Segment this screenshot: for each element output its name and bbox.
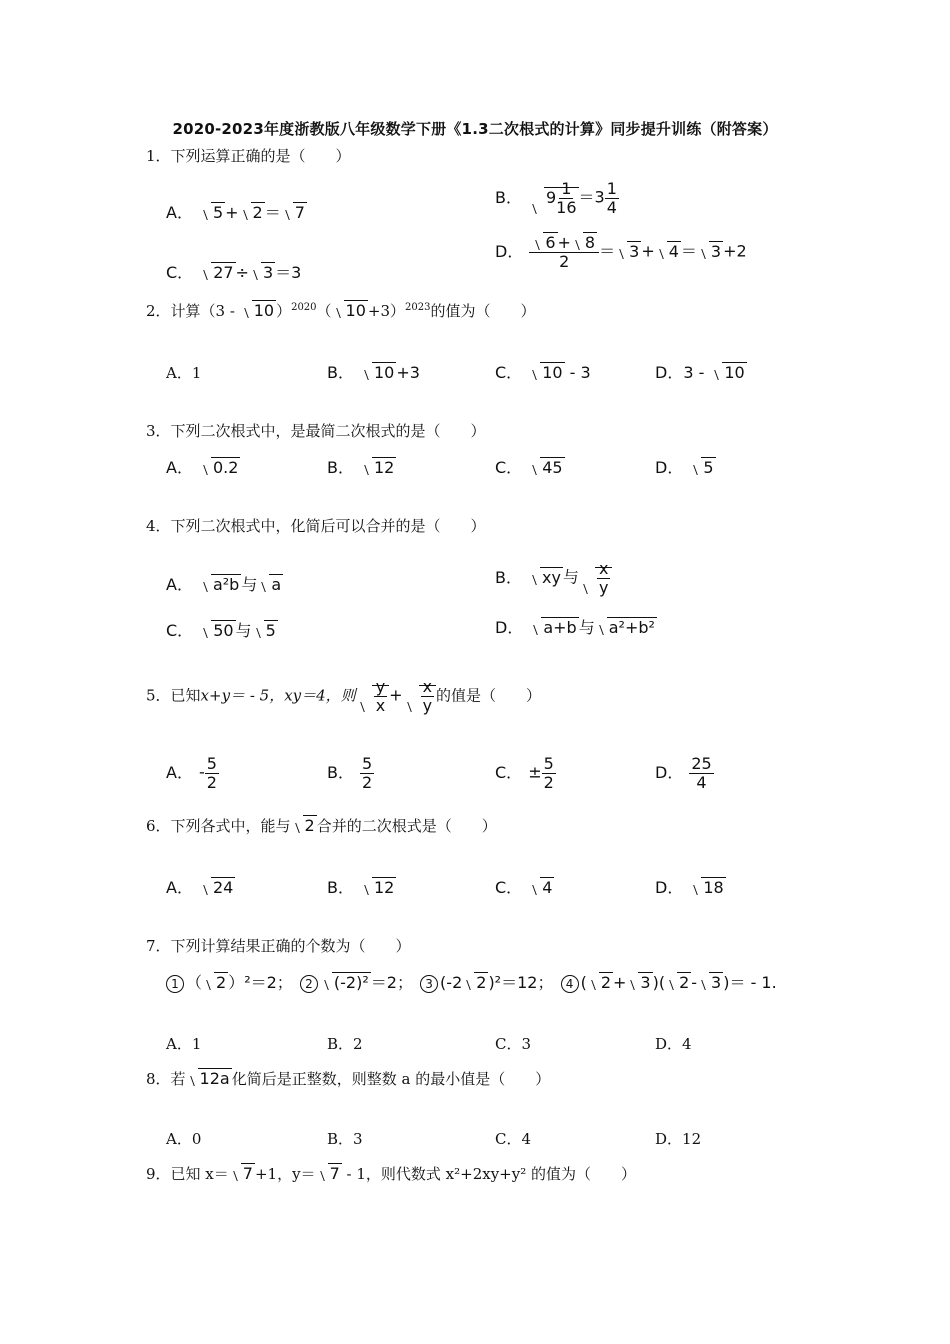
q1-option-a[interactable]: A． 5 + 2 ＝ 7	[166, 203, 305, 222]
q7-option-d[interactable]: D．4	[655, 1035, 692, 1053]
q6-option-d[interactable]: D． 18	[655, 878, 724, 897]
q4-option-c[interactable]: C． 50 与 5	[166, 621, 276, 640]
q2-option-a[interactable]: A．1	[166, 364, 202, 382]
q1-option-c[interactable]: C． 27 ÷ 3 ＝3	[166, 263, 302, 282]
q8-option-d[interactable]: D．12	[655, 1130, 702, 1148]
q6-option-a[interactable]: A． 24	[166, 878, 234, 897]
q5-option-c[interactable]: C． ± $\frac{5}{2}$	[495, 754, 554, 792]
q3-option-b[interactable]: B． 12	[327, 458, 395, 477]
question-1-stem: 1．下列运算正确的是（ ）	[146, 147, 351, 165]
q5-option-d[interactable]: D． $\frac{25}{4}$	[655, 754, 712, 792]
q7-option-a[interactable]: A．1	[166, 1035, 202, 1053]
q3-option-a[interactable]: A． 0.2	[166, 458, 239, 477]
q8-option-a[interactable]: A．0	[166, 1130, 202, 1148]
question-3-stem: 3．下列二次根式中，是最简二次根式的是（ ）	[146, 422, 486, 440]
q3-option-d[interactable]: D． 5	[655, 458, 714, 477]
q4-option-d[interactable]: D． a+b 与 a²+b²	[495, 618, 655, 637]
q5-option-b[interactable]: B． $\frac{5}{2}$	[327, 754, 373, 792]
q2-option-d[interactable]: D．3 -10	[655, 363, 745, 382]
question-2-stem: 2．计算（3 - 10 ）$^{2020}$（ 10 +3）$^{2023}$的值为（ ）	[146, 301, 536, 320]
question-6-stem: 6．下列各式中，能与 2 合并的二次根式是（ ）	[146, 816, 497, 835]
question-4-stem: 4．下列二次根式中，化简后可以合并的是（ ）	[146, 517, 486, 535]
q3-option-c[interactable]: C． 45	[495, 458, 563, 477]
q5-option-a[interactable]: A． - $\frac{5}{2}$	[166, 754, 217, 792]
q2-option-b[interactable]: B． 10 +3	[327, 363, 420, 382]
question-5-stem: 5．已知x+y＝ - 5，xy＝4，则 $\frac{y}{x}$ + $\frac{x}{y}$ 的值是（ ）	[146, 677, 542, 715]
question-8-stem: 8．若 12a 化简后是正整数，则整数 a 的最小值是（ ）	[146, 1069, 551, 1088]
q7-option-c[interactable]: C．3	[495, 1035, 532, 1053]
q4-option-a[interactable]: A． a²b 与 a	[166, 575, 282, 594]
q4-option-b[interactable]: B． xy 与 $\frac{x}{y}$	[495, 560, 612, 596]
question-7-stem: 7．下列计算结果正确的个数为（ ）	[146, 937, 411, 955]
question-9-stem: 9．已知 x＝ 7 +1，y＝ 7 - 1，则代数式 x²+2xy+y² 的值为（ ）	[146, 1164, 637, 1183]
q1-option-b[interactable]: B． 9 $\frac{1}{16}$ ＝3 $\frac{1}{4}$	[495, 179, 617, 217]
page-title: 2020-2023年度浙教版八年级数学下册《1.3二次根式的计算》同步提升训练（附答案）	[172, 120, 778, 138]
q2-option-c[interactable]: C． 10 - 3	[495, 363, 591, 382]
q6-option-b[interactable]: B． 12	[327, 878, 395, 897]
q6-option-c[interactable]: C． 4	[495, 878, 553, 897]
q8-option-c[interactable]: C．4	[495, 1130, 532, 1148]
q7-statements: 1 （ 2 ）²＝2； 2 (-2)² ＝2； 3 (-2 2 )²＝12； 4 ( 2 + 3 )( 2 - 3 )＝ - 1.	[164, 970, 777, 993]
q8-option-b[interactable]: B．3	[327, 1130, 363, 1148]
q1-option-d[interactable]: D． $\frac{6 + 8}{2}$ ＝ 3 + 4 ＝ 3 +2	[495, 233, 747, 271]
q7-option-b[interactable]: B．2	[327, 1035, 363, 1053]
